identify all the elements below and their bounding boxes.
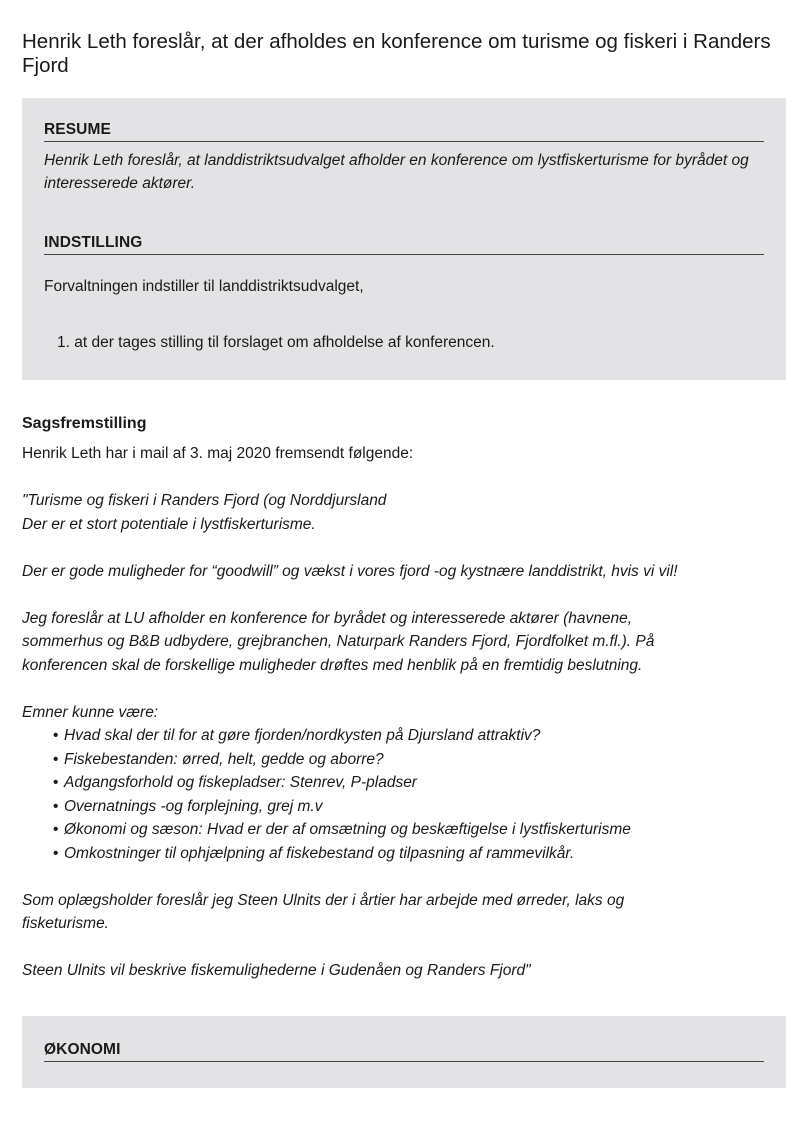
topic-item: • Hvad skal der til for at gøre fjorden/nordkysten på Djursland attraktiv? — [53, 724, 782, 748]
sagsfremstilling-intro: Henrik Leth har i mail af 3. maj 2020 fremsendt følgende: — [22, 445, 414, 462]
topic-item: • Overnatnings -og forplejning, grej m.v — [53, 795, 782, 819]
sagsfremstilling-heading: Sagsfremstilling — [22, 415, 147, 432]
okonomi-heading: ØKONOMI — [44, 1041, 764, 1062]
topic-item: • Adgangsforhold og fiskepladser: Stenrev, P-pladser — [53, 771, 782, 795]
speaker-line: Som oplægsholder foreslår jeg Steen Ulnits der i årtier har arbejde med ørreder, laks og — [22, 891, 625, 909]
topic-item: • Omkostninger til ophjælpning af fiskebestand og tilpasning af rammevilkår. — [53, 842, 782, 866]
bullet-icon: • — [53, 797, 59, 815]
indstilling-heading: INDSTILLING — [44, 234, 764, 255]
speaker-line: fisketurisme. — [22, 915, 109, 932]
topics-heading: Emner kunne være: — [22, 703, 159, 721]
quote-title: "Turisme og fiskeri i Randers Fjord (og Norddjursland — [22, 492, 387, 509]
bullet-icon: • — [53, 821, 59, 838]
sagsfremstilling-section — [22, 412, 782, 983]
bullet-icon: • — [53, 844, 59, 862]
okonomi-panel — [22, 1016, 786, 1088]
indstilling-list — [44, 331, 764, 354]
bullet-icon: • — [53, 727, 59, 744]
topic-item: • Fiskebestanden: ørred, helt, gedde og aborre? — [53, 748, 782, 772]
page-title: Henrik Leth foreslår, at der afholdes en konference om turisme og fiskeri i Randers Fjord — [22, 30, 771, 77]
quote-proposal-line: Jeg foreslår at LU afholder en konference for byrådet og interesserede aktører (havnene, — [22, 609, 633, 627]
bullet-icon: • — [53, 774, 59, 791]
quote-closing: Steen Ulnits vil beskrive fiskemulighederne i Gudenåen og Randers Fjord" — [22, 962, 531, 979]
quote-potential: Der er et stort potentiale i lystfiskerturisme. — [22, 515, 316, 533]
summary-panel — [22, 98, 786, 380]
quote-goodwill: Der er gode muligheder for “goodwill” og vækst i vores fjord -og kystnære landdistrikt, hvis vi vil! — [22, 562, 678, 580]
resume-text: Henrik Leth foreslår, at landdistriktsudvalget afholder en konference om lystfiskerturisme for byrådet og interesserede aktører. — [44, 152, 749, 192]
topics-list — [22, 724, 782, 865]
bullet-icon: • — [53, 750, 59, 768]
indstilling-item: 1. at der tages stilling til forslaget om afholdelse af konferencen. — [57, 334, 495, 351]
indstilling-intro: Forvaltningen indstiller til landdistriktsudvalget, — [44, 278, 364, 295]
quote-proposal-line: sommerhus og B&B udbydere, grejbranchen, Naturpark Randers Fjord, Fjordfolket m.fl.). På — [22, 633, 655, 650]
topic-item: • Økonomi og sæson: Hvad er der af omsætning og beskæftigelse i lystfiskerturisme — [53, 818, 782, 842]
resume-heading: RESUME — [44, 121, 764, 142]
quote-proposal-line: konferencen skal de forskellige muligheder drøftes med henblik på en fremtidig beslutning. — [22, 656, 643, 674]
